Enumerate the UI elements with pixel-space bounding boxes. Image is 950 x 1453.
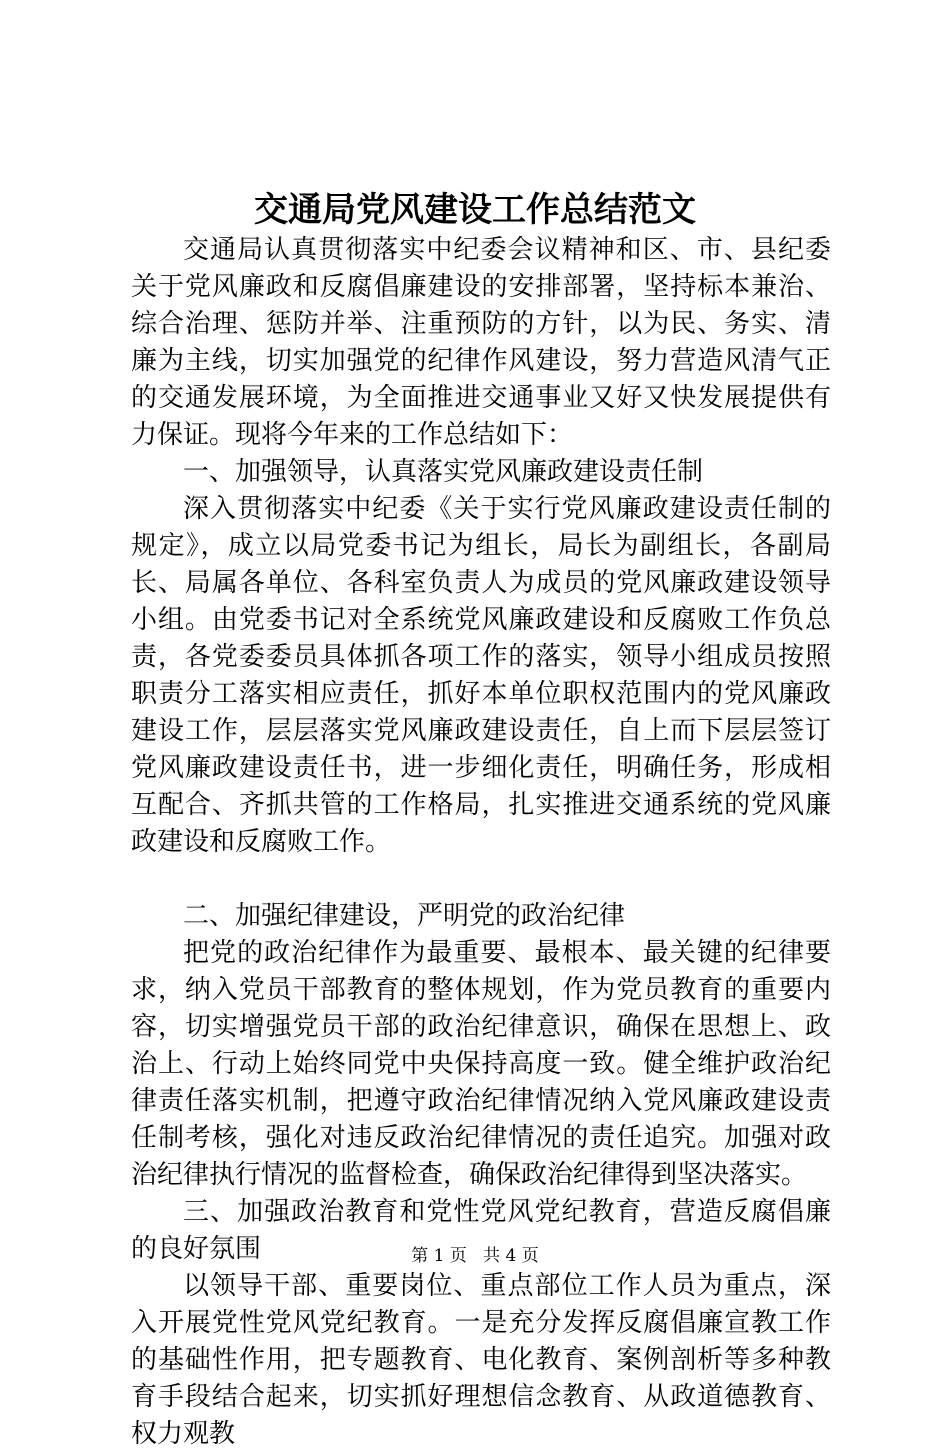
intro-paragraph: 交通局认真贯彻落实中纪委会议精神和区、市、县纪委关于党风廉政和反腐倡廉建设的安排部署，坚持标本兼治、综合治理、惩防并举、注重预防的方针，以为民、务实、清廉为主线，切实加强党的纪律作风建设，努力营造风清气正的交通发展环境，为全面推进交通事业又好又快发展提供有力保证。现将今年来的工作总结如下： (131, 235, 831, 450)
section-body-3: 以领导干部、重要岗位、重点部位工作人员为重点，深入开展党性党风党纪教育。一是充分发挥反腐倡廉宣教工作的基础性作用，把专题教育、电化教育、案例剖析等多种教育手段结合起来，切实抓好理想信念教育、从政道德教育、权力观教 (131, 1271, 831, 1449)
document-body (131, 232, 831, 1453)
paragraph-spacer (131, 861, 831, 898)
page-title: 交通局党风建设工作总结范文 (254, 190, 696, 230)
page-number: 第 1 页 共 4 页 (411, 1246, 539, 1266)
section-heading-2: 二、加强纪律建设，严明党的政治纪律 (183, 901, 626, 931)
section-heading-1: 一、加强领导，认真落实党风廉政建设责任制 (183, 457, 704, 487)
page-footer (0, 1244, 950, 1268)
section-heading-3: 三、加强政治教育和党性党风党纪教育，营造反腐倡廉的良好氛围 (131, 1197, 831, 1264)
section-body-2: 把党的政治纪律作为最重要、最根本、最关键的纪律要求，纳入党员干部教育的整体规划，作为党员教育的重要内容，切实增强党员干部的政治纪律意识，确保在思想上、政治上、行动上始终同党中央保持高度一致。健全维护政治纪律责任落实机制，把遵守政治纪律情况纳入党风廉政建设责任制考核，强化对违反政治纪律情况的责任追究。加强对政治纪律执行情况的监督检查，确保政治纪律得到坚决落实。 (131, 938, 831, 1190)
section-body-1: 深入贯彻落实中纪委《关于实行党风廉政建设责任制的规定》，成立以局党委书记为组长，局长为副组长，各副局长、局属各单位、各科室负责人为成员的党风廉政建设领导小组。由党委书记对全系统党风廉政建设和反腐败工作负总责，各党委委员具体抓各项工作的落实，领导小组成员按照职责分工落实相应责任，抓好本单位职权范围内的党风廉政建设工作，层层落实党风廉政建设责任，自上而下层层签订党风廉政建设责任书，进一步细化责任，明确任务，形成相互配合、齐抓共管的工作格局，扎实推进交通系统的党风廉政建设和反腐败工作。 (131, 494, 831, 857)
